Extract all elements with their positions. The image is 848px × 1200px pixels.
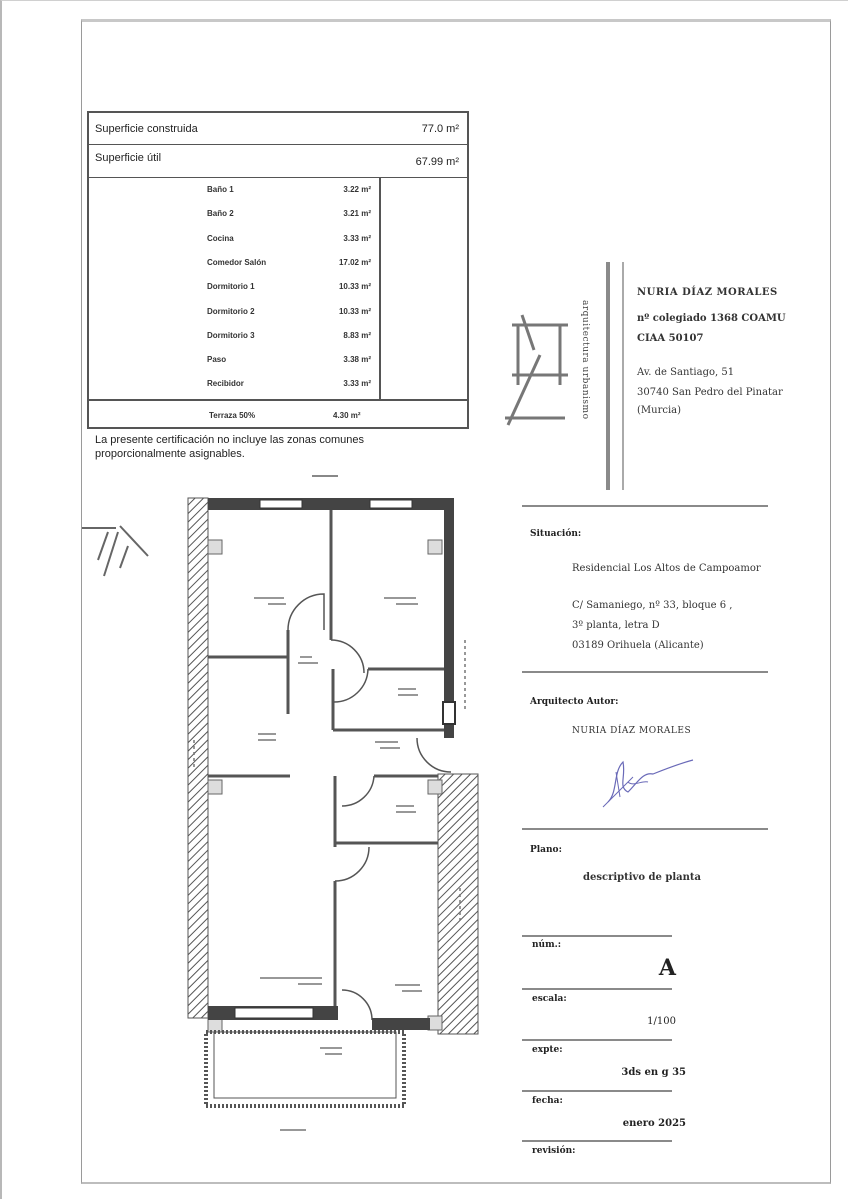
author-label: Arquitecto Autor:: [530, 697, 619, 707]
useful-area-label: Superficie útil: [95, 152, 162, 164]
date-label: fecha:: [532, 1096, 563, 1106]
studio-address-1: Av. de Santiago, 51: [637, 367, 735, 378]
plan-value: descriptivo de planta: [583, 872, 701, 883]
logo-divider-thin: [622, 262, 624, 490]
studio-address-2: 30740 San Pedro del Pinatar: [637, 387, 783, 398]
cif-number: CIAA 50107: [637, 333, 704, 344]
terrace-row: [89, 399, 467, 429]
file-label: expte:: [532, 1045, 563, 1055]
room-item: Comedor Salón 17.02 m²: [207, 258, 371, 267]
useful-area-row: [89, 146, 467, 178]
divider: [522, 505, 768, 507]
room-item: Dormitorio 2 10.33 m²: [207, 307, 371, 316]
logo-divider-thick: [606, 262, 610, 490]
file-value: 3ds en g 35: [621, 1067, 686, 1078]
terrace-value: 4.30 m²: [333, 411, 361, 420]
divider: [522, 1090, 672, 1092]
room-item: Dormitorio 3 8.83 m²: [207, 331, 371, 340]
situation-address-3: 03189 Orihuela (Alicante): [572, 640, 704, 651]
room-item: Baño 2 3.21 m²: [207, 209, 371, 218]
divider: [522, 671, 768, 673]
revision-label: revisión:: [532, 1146, 576, 1156]
room-item: Paso 3.38 m²: [207, 355, 371, 364]
room-item: Cocina 3.33 m²: [207, 234, 371, 243]
area-table: [87, 111, 469, 429]
room-list: [89, 177, 381, 399]
built-area-value: 77.0 m²: [421, 123, 459, 135]
plan-number: A: [658, 955, 676, 981]
plan-label: Plano:: [530, 845, 562, 855]
situation-name: Residencial Los Altos de Campoamor: [572, 563, 761, 574]
situation-address-1: C/ Samaniego, nº 33, bloque 6 ,: [572, 600, 733, 611]
built-area-label: Superficie construida: [95, 123, 198, 135]
scale-value: 1/100: [647, 1016, 676, 1027]
floor-plan-drawing: [180, 470, 490, 1140]
divider: [522, 828, 768, 830]
room-item: Baño 1 3.22 m²: [207, 185, 371, 194]
architect-name: NURIA DÍAZ MORALES: [637, 287, 778, 298]
author-name: NURIA DÍAZ MORALES: [572, 726, 692, 736]
north-arrow-icon: [82, 520, 152, 580]
studio-vertical-name: arquitectura urbanismo: [580, 300, 590, 420]
useful-area-value: 67.99 m²: [415, 156, 459, 168]
divider: [522, 1140, 672, 1142]
divider: [522, 935, 672, 937]
divider: [522, 988, 672, 990]
situation-label: Situación:: [530, 529, 582, 539]
divider: [522, 1039, 672, 1041]
room-item: Recibidor 3.33 m²: [207, 379, 371, 388]
studio-address-3: (Murcia): [637, 405, 682, 416]
built-area-row: [89, 113, 467, 145]
college-number: nº colegiado 1368 COAMU: [637, 313, 786, 324]
number-label: núm.:: [532, 940, 562, 950]
room-item: Dormitorio 1 10.33 m²: [207, 282, 371, 291]
terrace-label: Terraza 50%: [209, 411, 256, 420]
studio-logo-icon: [500, 310, 570, 430]
signature-icon: [598, 752, 698, 812]
certification-note: La presente certificación no incluye las zonas comunes proporcionalmente asignables.: [95, 434, 365, 460]
scale-label: escala:: [532, 994, 567, 1004]
date-value: enero 2025: [622, 1118, 686, 1129]
situation-address-2: 3º planta, letra D: [572, 620, 660, 631]
